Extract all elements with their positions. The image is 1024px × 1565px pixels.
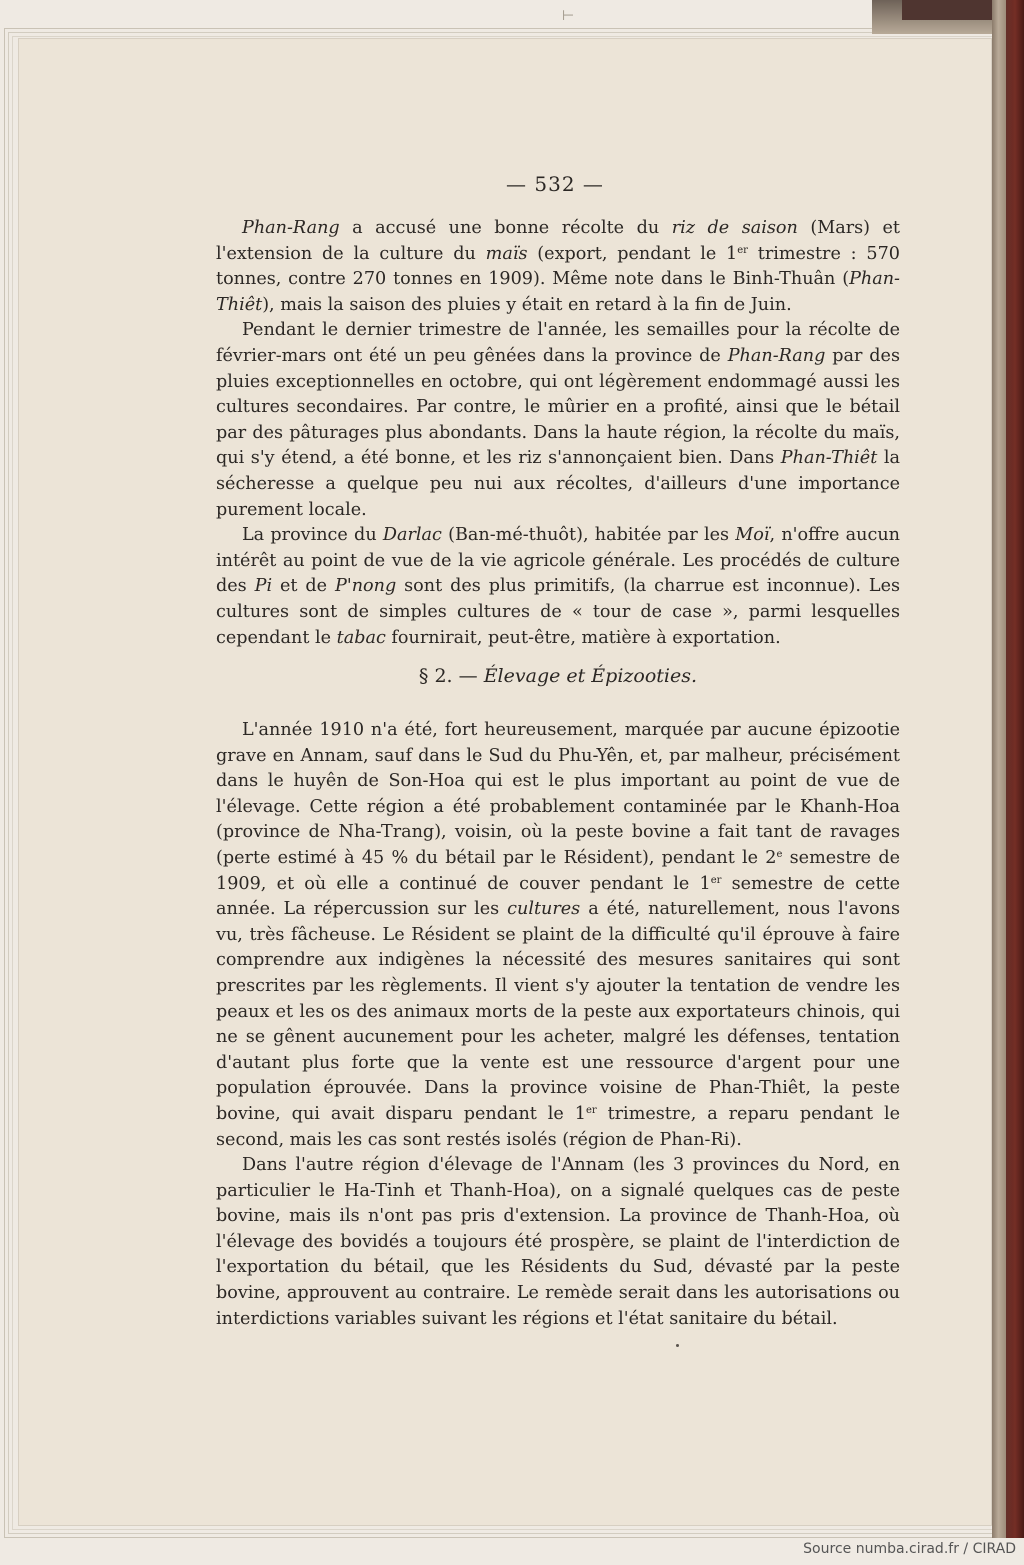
ink-speck [676,1344,679,1347]
paragraph [216,318,900,523]
section-heading [216,665,900,687]
italic-term: cultures [507,899,581,920]
italic-term: Phan-Rang [727,345,826,366]
text-run: a été, naturellement, nous l'avons vu, très fâcheuse. Le Résident se plaint de la difficulté qu'il éprouve à faire comprendre aux indigènes la nécessité des mesures sanitaires qui sont prescrites par les règlements. Il vient s'y ajouter la tentation de vendre les peaux et les os des animaux morts de la peste aux exportateurs chinois, qui ne se gênent aucunement pour les acheter, malgré les défenses, tentation d'autant plus forte que la vente est une ressource d'argent pour une population éprouvée. Dans la province voisine de Phan-Thiêt, la peste bovine, qui avait disparu pendant le 1 [216,899,900,1124]
source-credit: Source numba.cirad.fr / CIRAD [803,1541,1016,1557]
text-run: ), mais la saison des pluies y était en retard à la fin de Juin. [262,294,792,315]
page-number: — 532 — [506,172,604,196]
binding-top [872,0,994,34]
italic-term: P'nong [335,576,397,597]
superscript: er [585,1104,597,1116]
italic-term: riz de saison [671,218,798,238]
book-spine-edge [992,0,1024,1538]
italic-term: Phan-Thiêt [780,448,878,469]
text-run: fournirait, peut-être, matière à exportation. [385,627,781,648]
superscript: er [737,244,748,256]
section-title: Élevage et Épizooties. [483,665,698,687]
paragraph [216,718,900,1153]
italic-term: Pi [254,576,273,597]
text-run: et de [272,576,336,597]
text-run: trimestre : 570 tonnes, contre 270 tonnes en 1909). Même note dans le Binh-Thuân ( [216,243,900,290]
text-run: trimestre, a reparu pendant le second, mais les cas sont restés isolés (région de Phan-Ri). [216,1103,900,1150]
superscript: er [710,874,722,886]
paragraph [216,216,900,318]
italic-term: Darlac [382,525,442,546]
binding-band [902,0,994,20]
italic-term: tabac [336,627,386,648]
corner-mark: ⊢ [562,8,575,24]
paragraph [216,1153,900,1332]
text-block-elevage [216,718,900,1332]
italic-term: Phan-Thiêt [216,269,900,315]
italic-term: maïs [485,243,528,264]
text-run: semestre de cette année. La répercussion sur les [216,873,900,920]
text-run: (Mars) et l'extension de la culture du [216,218,900,264]
text-block-agriculture [216,216,900,651]
text-run: (Ban-mé-thuôt), habitée par les [441,525,736,546]
text-run: Dans l'autre région d'élevage de l'Annam (les 3 provinces du Nord, en particulier le Ha-Tinh et Thanh-Hoa), on a signalé quelques cas de peste bovine, mais ils n'ont pas pris d'extension. La province de Thanh-Hoa, où l'élevage des bovidés a toujours été prospère, se plaint de l'interdiction de l'exportation du bétail, que les Résidents du Sud, dévasté par la peste bovine, approuvent au contraire. Le remède serait dans les autorisations ou interdictions variables suivant les régions et l'état sanitaire du bétail. [216,1155,900,1329]
text-run: a accusé une bonne récolte du [339,218,672,238]
spine-cover [1006,0,1024,1538]
text-run: (export, pendant le 1 [527,243,738,264]
text-run: Pendant le dernier trimestre de l'année, les semailles pour la récolte de février-mars ont été un peu gênées dans la province de [216,320,900,366]
text-run: L'année 1910 n'a été, fort heureusement, marquée par aucune épizootie grave en Annam, sauf dans le Sud du Phu-Yên, et, par malheur, précisément dans le huyên de Son-Hoa qui est le plus important au point de vue de l'élevage. Cette région a été probablement contaminée par le Khanh-Hoa (province de Nha-Trang), voisin, où la peste bovine a fait tant de ravages (perte estimé à 45 % du bétail par le Résident), pendant le 2 [216,720,900,868]
italic-term: Phan-Rang [242,218,340,238]
text-run: La province du [242,525,383,546]
text-run: la sécheresse a quelque peu nui aux récoltes, d'ailleurs d'une importance purement locale. [216,448,900,520]
text-run: , n'offre aucun intérêt au point de vue de la vie agricole générale. Les procédés de culture des [216,525,900,597]
text-run: semestre de 1909, et où elle a continué de couver pendant le 1 [216,847,900,894]
section-symbol: § 2. — [418,665,478,687]
superscript: e [776,848,783,860]
paragraph [216,523,900,651]
text-run: par des pluies exceptionnelles en octobre, qui ont légèrement endommagé aussi les cultures secondaires. Par contre, le mûrier en a profité, ainsi que le bétail par des pâturages plus abondants. Dans la haute région, la récolte du maïs, qui s'y étend, a été bonne, et les riz s'annonçaient bien. Dans [216,345,900,469]
italic-term: Moï [735,525,770,546]
text-run: sont des plus primitifs, (la charrue est inconnue). Les cultures sont de simples cultures de « tour de case », parmi lesquelles cependant le [216,576,901,648]
